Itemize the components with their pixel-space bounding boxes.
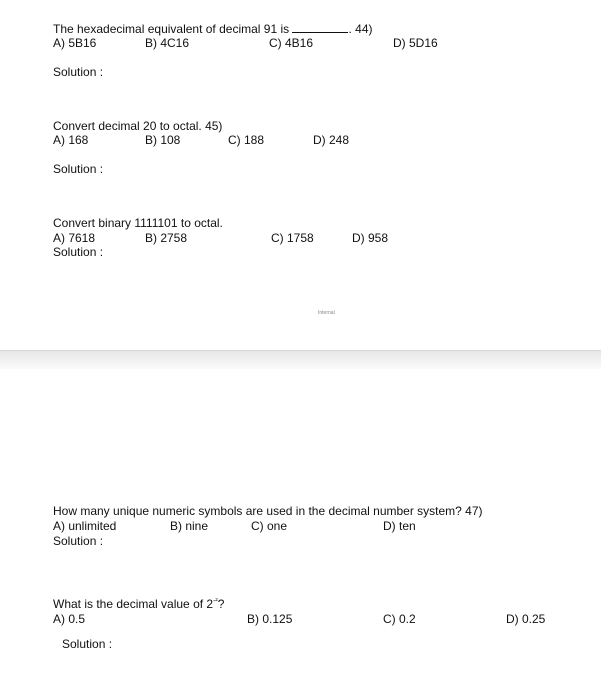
- q5-option-d: D) 0.25: [506, 612, 546, 626]
- question-1-number: . 44): [348, 22, 373, 36]
- q1-option-b: B) 4C16: [145, 36, 190, 50]
- question-3-text: Convert binary 1111101 to octal.: [53, 216, 223, 230]
- q4-option-a: A) unlimited: [53, 519, 117, 533]
- q1-solution-label: Solution :: [53, 65, 104, 79]
- q3-option-c: C) 1758: [271, 231, 314, 245]
- q3-option-b: B) 2758: [145, 231, 188, 245]
- q4-option-c: C) one: [251, 519, 288, 533]
- q3-option-a: A) 7618: [53, 231, 96, 245]
- question-mark: ?: [217, 597, 225, 611]
- q4-option-d: D) ten: [383, 519, 416, 533]
- question-1-text: [53, 21, 373, 36]
- q1-option-a: A) 5B16: [53, 36, 97, 50]
- q5-option-b: B) 0.125: [247, 612, 293, 626]
- q2-option-d: D) 248: [313, 133, 350, 147]
- answer-blank: [292, 21, 348, 33]
- q5-option-c: C) 0.2: [383, 612, 416, 626]
- q2-option-b: B) 108: [145, 133, 181, 147]
- q5-option-a: A) 0.5: [53, 612, 86, 626]
- q1-option-d: D) 5D16: [393, 36, 438, 50]
- page-divider: [0, 350, 601, 369]
- q1-option-c: C) 4B16: [269, 36, 314, 50]
- q4-solution-label: Solution :: [53, 534, 104, 548]
- q2-option-a: A) 168: [53, 133, 89, 147]
- exponent: -²: [213, 598, 218, 605]
- q3-solution-label: Solution :: [53, 245, 104, 259]
- question-2-text: Convert decimal 20 to octal. 45): [53, 119, 223, 133]
- question-5-text: [53, 597, 224, 611]
- question-4-text: How many unique numeric symbols are used in the decimal number system? 47): [53, 504, 483, 518]
- q2-option-c: C) 188: [228, 133, 265, 147]
- q2-solution-label: Solution :: [53, 162, 104, 176]
- question-5-stem: What is the decimal value of 2: [53, 597, 214, 611]
- q4-option-b: B) nine: [170, 519, 209, 533]
- classification-footer: Internal: [318, 310, 335, 316]
- q5-solution-label: Solution :: [62, 637, 113, 651]
- question-1-stem: The hexadecimal equivalent of decimal 91 is: [53, 22, 290, 36]
- q3-option-d: D) 958: [352, 231, 389, 245]
